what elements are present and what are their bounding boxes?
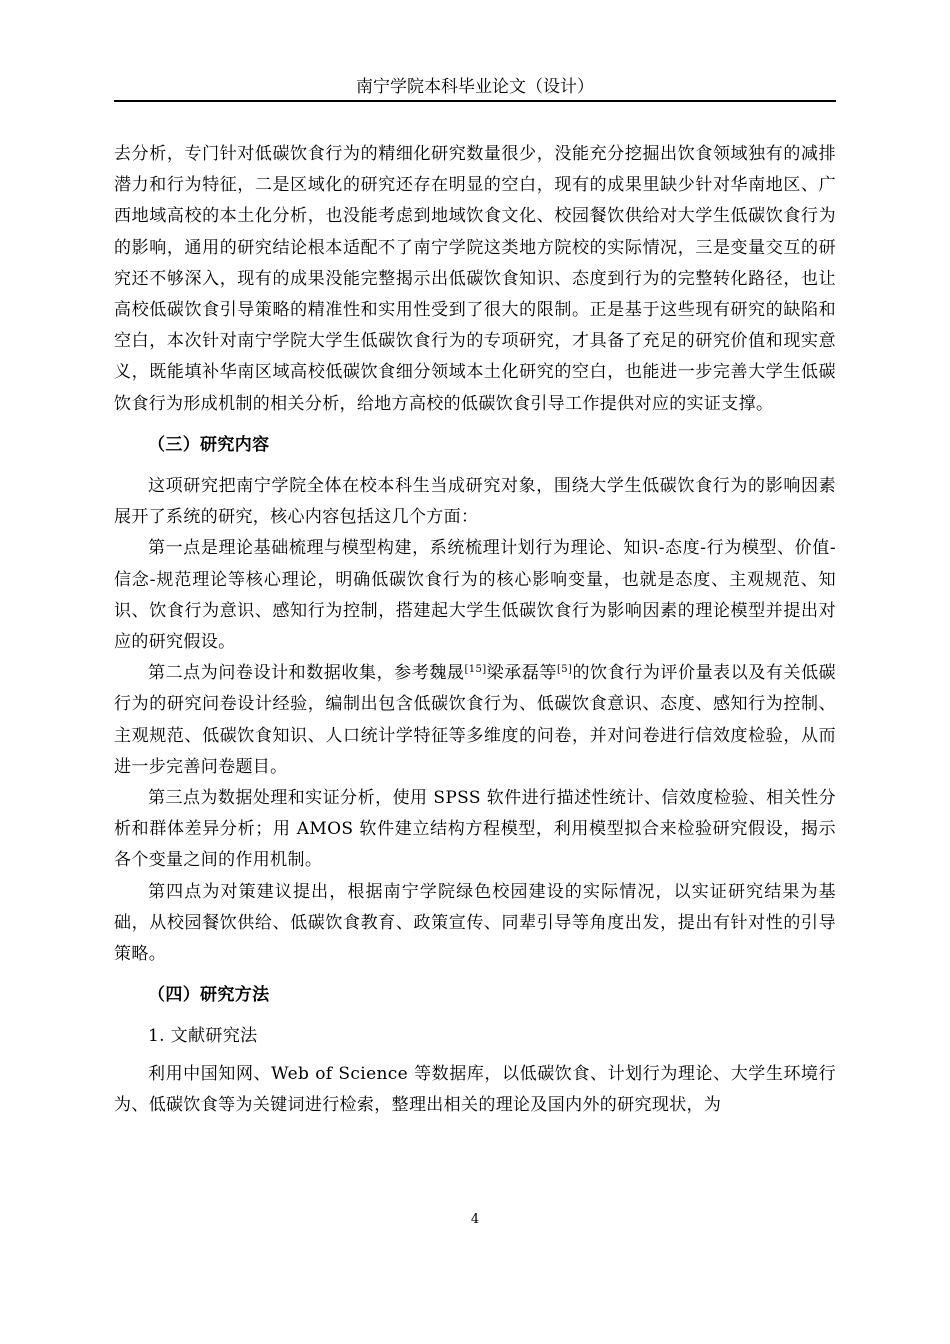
document-body [114, 139, 836, 1121]
section-heading-research-methods: （四）研究方法 [148, 985, 270, 1006]
page-number: 4 [470, 1212, 480, 1227]
paragraph-continuation: 去分析，专门针对低碳饮食行为的精细化研究数量很少，没能充分挖掘出饮食领域独有的减排潜力和行为特征，二是区域化的研究还存在明显的空白，现有的成果里缺少针对华南地区、广西地域高校的本土化分析，也没能考虑到地域饮食文化、校园餐饮供给对大学生低碳饮食行为的影响，通用的研究结论根本适配不了南宁学院这类地方院校的实际情况，三是变量交互的研究还不够深入，现有的成果没能完整揭示出低碳饮食知识、态度到行为的完整转化路径，也让高校低碳饮食引导策略的精准性和实用性受到了很大的限制。正是基于这些现有研究的缺陷和空白，本次针对南宁学院大学生低碳饮食行为的专项研究，才具备了充足的研究价值和现实意义，既能填补华南区域高校低碳饮食细分领域本土化研究的空白，也能进一步完善大学生低碳饮食行为形成机制的相关分析，给地方高校的低碳饮食引导工作提供对应的实证支撑。 [114, 144, 836, 414]
paragraph-point-three: 第三点为数据处理和实证分析，使用 SPSS 软件进行描述性统计、信效度检验、相关性分析和群体差异分析；用 AMOS 软件建立结构方程模型，利用模型拟合来检验研究假设，揭示各个变量之间的作用机制。 [114, 788, 836, 871]
header-rule [114, 100, 836, 102]
text-run: 第二点为问卷设计和数据收集，参考魏晟 [148, 663, 465, 684]
method-item-literature: 1. 文献研究法 [148, 1026, 258, 1047]
section-heading-research-content: （三）研究内容 [148, 434, 270, 455]
paragraph-point-one: 第一点是理论基础梳理与模型构建，系统梳理计划行为理论、知识-态度-行为模型、价值-信念-规范理论等核心理论，明确低碳饮食行为的核心影响变量，也就是态度、主观规范、知识、饮食行为意识、感知行为控制，搭建起大学生低碳饮食行为影响因素的理论模型并提出对应的研究假设。 [114, 538, 836, 653]
citation-ref: [15] [464, 664, 487, 676]
text-run: 梁承磊等 [486, 663, 558, 684]
paragraph-intro: 这项研究把南宁学院全体在校本科生当成研究对象，围绕大学生低碳饮食行为的影响因素展开了系统的研究，核心内容包括这几个方面： [114, 476, 836, 528]
page-header-title: 南宁学院本科毕业论文（设计） [356, 77, 594, 97]
citation-ref: [5] [557, 664, 573, 676]
paragraph-point-two [114, 658, 836, 783]
paragraph-point-four: 第四点为对策建议提出，根据南宁学院绿色校园建设的实际情况，以实证研究结果为基础，从校园餐饮供给、低碳饮食教育、政策宣传、同辈引导等角度出发，提出有针对性的引导策略。 [114, 881, 836, 965]
paragraph-literature-method: 利用中国知网、Web of Science 等数据库，以低碳饮食、计划行为理论、大学生环境行为、低碳饮食等为关键词进行检索，整理出相关的理论及国内外的研究现状，为 [114, 1063, 836, 1115]
text-run: 的饮食行为评价量表以及有关低碳行为的研究问卷设计经验，编制出包含低碳饮食行为、低碳饮食意识、态度、感知行为控制、主观规范、低碳饮食知识、人口统计学特征等多维度的问卷，并对问卷进行信效度检验，从而进一步完善问卷题目。 [114, 663, 837, 777]
